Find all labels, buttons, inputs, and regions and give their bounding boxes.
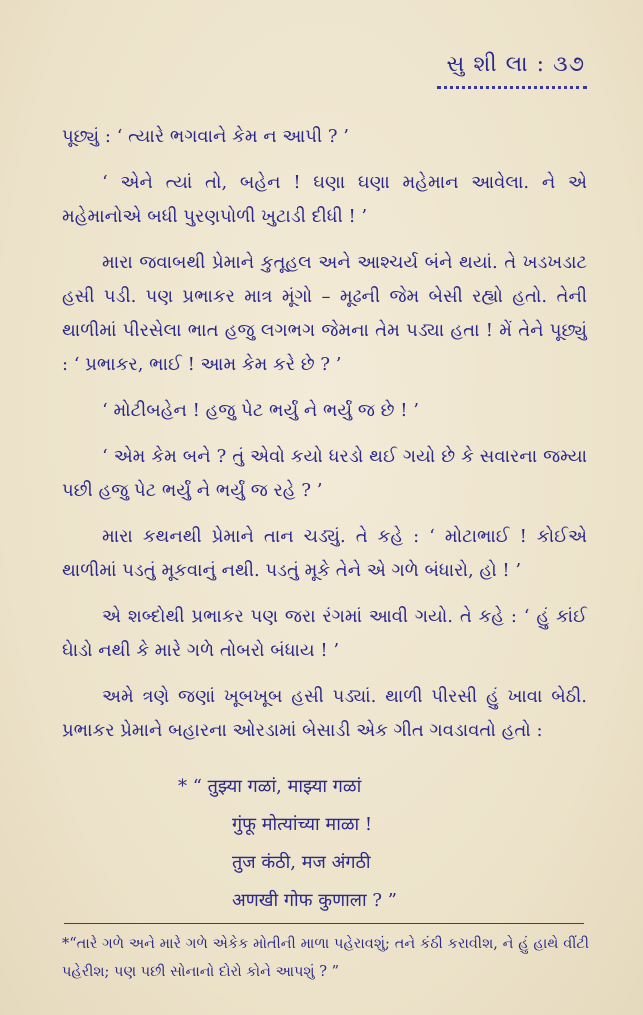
paragraph: ‘ એને ત્યાં તો, બહેન ! ઘણા ઘણા મહેમાન આવેલા. ને એ મહેમાનોએ બધી પુરણપોળી ખુટાડી દીધી ! ’ [62,172,587,227]
verse-line: * “ तुझ्या गळां, माझ्या गळां [178,776,362,797]
verse-line: तुज कंठी, मज अंगठी [232,852,371,873]
verse-line: अणखी गोफ कुणाला ? ” [232,890,397,911]
paragraph: મારા જવાબથી પ્રેમાને કુતૂહલ અને આશ્ચર્ય બંને થયાં. તે ખડખડાટ હસી પડી. પણ પ્રભાકર માત્ર મૂંગો – મૂઢની જેમ બેસી રહ્યો હતો. તેની થાળીમાં પીરસેલા ભાત હજુ લગભગ જેમના તેમ પડ્યા હતા ! મેં તેને પૂછ્યું : ‘ પ્રભાકર, ભાઈ ! આમ કેમ કરે છે ? ’ [62,252,587,375]
paragraph: ‘ એમ કેમ બને ? તું એવો કયો ધરડો થઈ ગયો છે કે સવારના જમ્યા પછી હજુ પેટ ભર્યું ને ભર્યું જ રહે ? ’ [62,446,587,501]
body-text [62,120,587,760]
footnote-rule [64,923,584,924]
running-header [447,52,585,77]
paragraph: એ શબ્દોથી પ્રભાકર પણ જરા રંગમાં આવી ગયો. તે કહે : ‘ હું કાંઈ ઘેાડો નથી કે મારે ગળે તોબરો બંધાય ! ’ [62,606,587,661]
paragraph: અમે ત્રણે જણાં ખૂબખૂબ હસી પડ્યાં. થાળી પીરસી હું ખાવા બેઠી. પ્રભાકર પ્રેમાને બહારના ઓરડામાં બેસાડી એક ગીત ગવડાવતો હતો : [62,686,587,741]
header-dotted-rule [437,86,587,89]
paragraph: મારા કથનથી પ્રેમાને તાન ચડ્યું. તે કહે : ‘ મોટાભાઈ ! કોઈએ થાળીમાં પડતું મૂકવાનું નથી. પડતું મૂકે તેને એ ગળે બંધારો, હો ! ’ [62,526,587,581]
paragraph: ‘ મોટીબહેન ! હજુ પેટ ભર્યું ને ભર્યું જ છે ! ’ [102,400,419,421]
page-number: : ૩૭ [536,52,585,77]
footnote: *“તારે ગળે અને મારે ગળે એકેક મોતીની માળા પહેરાવશું; તને કંઠી કરાવીશ, ને હું હાથે વીંટી પહેરીશ; પણ પછી સોનાનો દોરો કોને આપશું ? ” [62,936,589,980]
verse-block [178,768,397,920]
verse-line: गुंफू मोत्यांच्या माळा ! [232,814,373,835]
header-title: સુ શી લા [446,52,529,77]
paragraph: પૂછ્યું : ‘ ત્યારે ભગવાને કેમ ન આપી ? ’ [62,126,349,147]
